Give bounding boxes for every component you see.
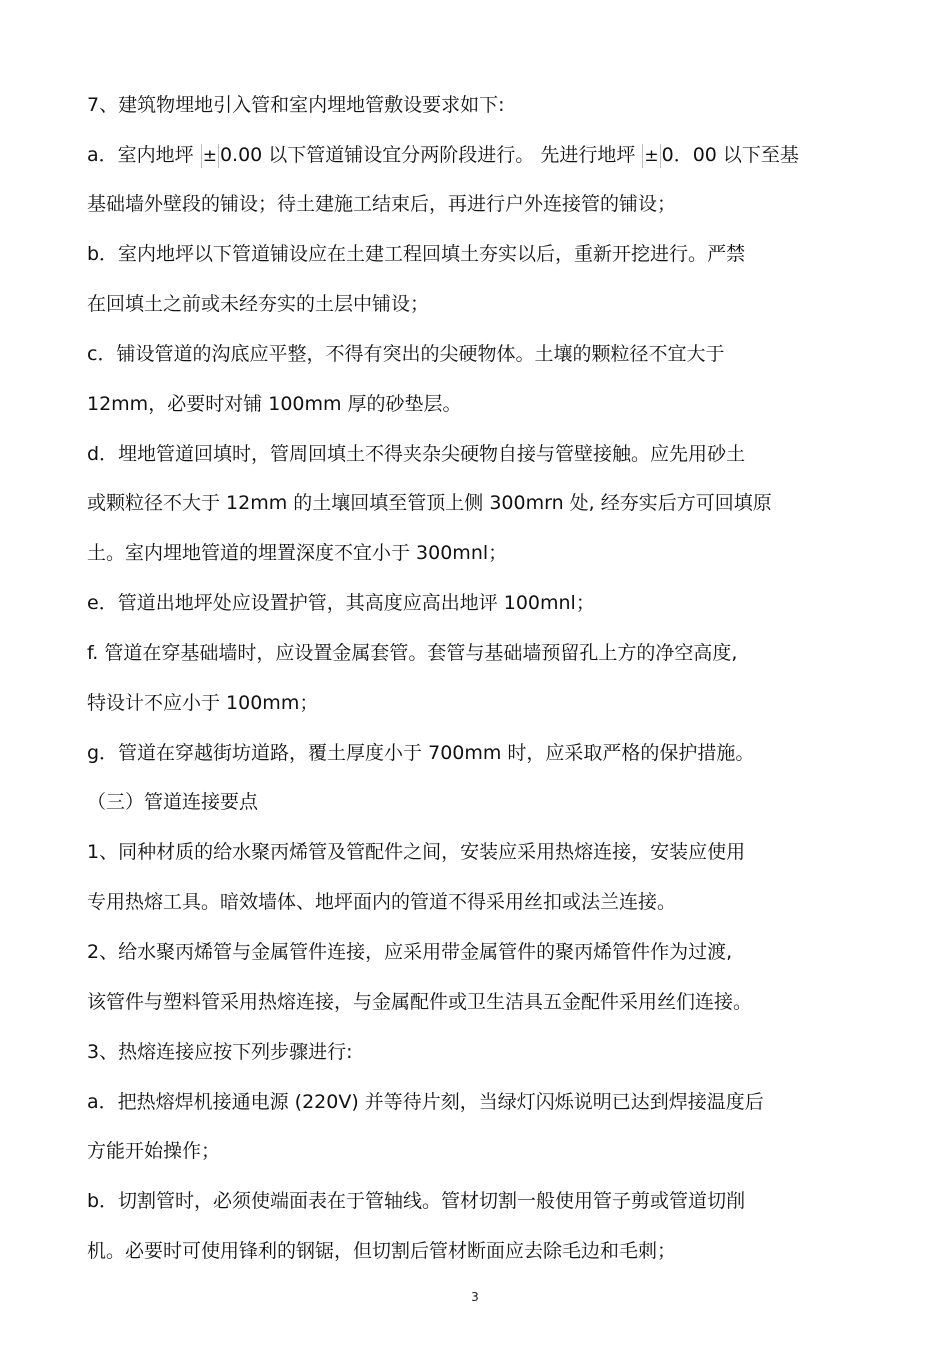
text-line: 该管件与塑料管采用热熔连接，与金属配件或卫生洁具五金配件采用丝们连接。 xyxy=(87,991,753,1013)
text-line: 专用热熔工具。暗效墙体、地坪面内的管道不得采用丝扣或法兰连接。 xyxy=(87,891,677,913)
plus-minus-symbol: ± xyxy=(202,146,217,166)
text-line: 12mm，必要时对铺 100mm 厚的砂垫层。 xyxy=(87,393,462,415)
text-line: d．埋地管道回填时，管周回填土不得夹杂尖硬物自接与管壁接触。应先用砂土 xyxy=(87,443,746,465)
text-line: 2、给水聚丙烯管与金属管件连接，应采用带金属管件的聚丙烯管件作为过渡, xyxy=(87,941,733,963)
text-line: g．管道在穿越街坊道路，覆土厚度小于 700mm 时，应采取严格的保护措施。 xyxy=(87,742,755,764)
text-fragment: a．室内地坪 xyxy=(87,144,200,166)
text-line: b．切割管时，必须使端面表在于管轴线。管材切割一般使用管子剪或管道切削 xyxy=(87,1190,746,1212)
text-line xyxy=(87,142,887,168)
text-line: 或颗粒径不大于 12mm 的土壤回填至管顶上侧 300mrn 处, 经夯实后方可回填原 xyxy=(87,492,772,514)
text-line: 7、建筑物埋地引入管和室内埋地管敷设要求如下: xyxy=(87,94,505,116)
section-heading: （三）管道连接要点 xyxy=(87,791,259,813)
text-line: 机。必要时可使用锋利的钢锯，但切割后管材断面应去除毛边和毛刺； xyxy=(87,1240,677,1262)
plus-minus-symbol: ± xyxy=(644,146,659,166)
text-fragment: 0．00 以下至基 xyxy=(661,144,799,166)
text-line: 1、同种材质的给水聚丙烯管及管配件之间，安装应采用热熔连接，安装应使用 xyxy=(87,841,746,863)
text-line: 3、热熔连接应按下列步骤进行: xyxy=(87,1041,353,1063)
text-line: 土。室内埋地管道的埋置深度不宜小于 300mnl； xyxy=(87,542,508,564)
text-fragment: 0.00 以下管道铺设宜分两阶段进行。 先进行地坪 xyxy=(219,144,642,166)
text-line: f. 管道在穿基础墙时，应设置金属套管。套管与基础墙预留孔上方的净空高度, xyxy=(87,642,738,664)
text-line: e．管道出地坪处应设置护管，其高度应高出地评 100mnl； xyxy=(87,592,595,614)
page-number: 3 xyxy=(471,1290,479,1304)
text-line: 方能开始操作； xyxy=(87,1140,221,1162)
text-line: c．铺设管道的沟底应平整，不得有突出的尖硬物体。土壤的颗粒径不宜大于 xyxy=(87,343,725,365)
text-line: 基础墙外壁段的铺设；待土建施工结束后，再进行户外连接管的铺设； xyxy=(87,193,677,215)
text-line: 在回填土之前或未经夯实的土层中铺设； xyxy=(87,293,430,315)
text-line: a．把热熔焊机接通电源 (220V) 并等待片刻，当绿灯闪烁说明已达到焊接温度后 xyxy=(87,1091,764,1113)
text-line: 特设计不应小于 100mm； xyxy=(87,692,319,714)
text-line: b．室内地坪以下管道铺设应在土建工程回填土夯实以后，重新开挖进行。严禁 xyxy=(87,243,746,265)
